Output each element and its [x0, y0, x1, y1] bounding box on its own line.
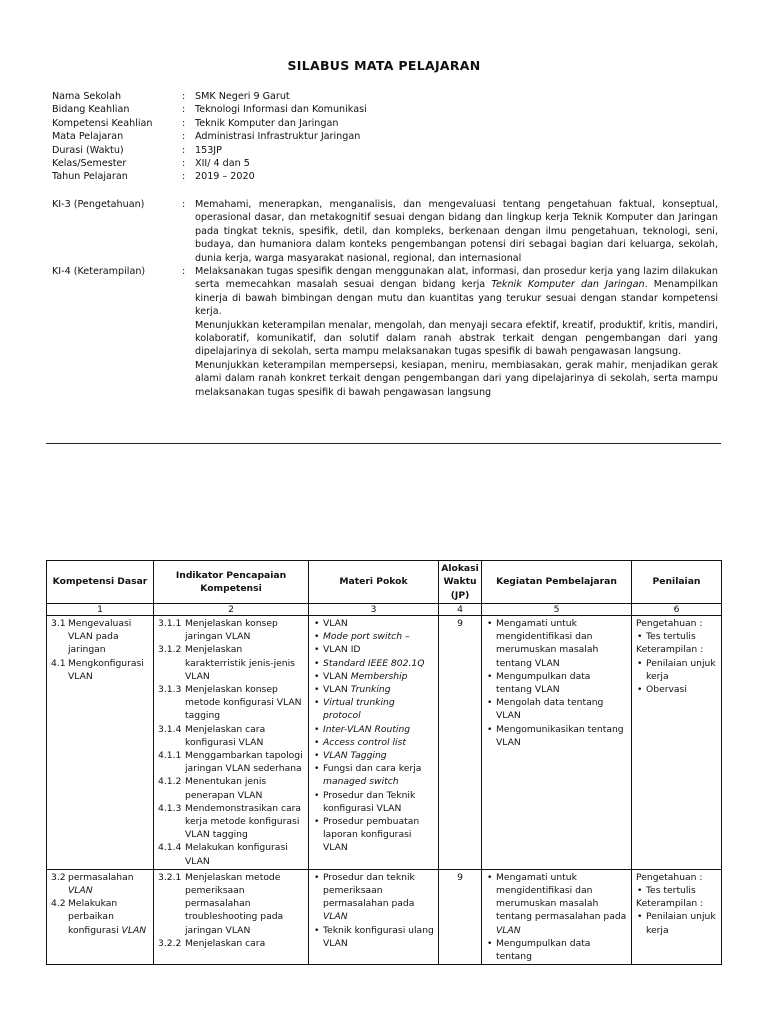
- meta-label: Bidang Keahlian: [52, 104, 130, 116]
- ipk-item: [158, 937, 304, 950]
- materi-item: [323, 683, 434, 696]
- materi-list: [313, 871, 434, 950]
- materi-part-italic: managed switch: [323, 776, 399, 788]
- ipk-number: 3.1.1: [158, 618, 182, 629]
- meta-label: Kompetensi Keahlian: [52, 117, 153, 129]
- ipk-item: [158, 723, 304, 749]
- penilaian-cell: [632, 616, 722, 870]
- meta-label: Mata Pelajaran: [52, 131, 124, 143]
- kd-part-italic: VLAN: [68, 885, 93, 897]
- ipk-text: Mendemonstrasikan cara kerja metode konfigurasi VLAN tagging: [185, 802, 302, 841]
- ki3-colon: :: [182, 199, 186, 210]
- ipk-number: 3.1.2: [158, 644, 182, 656]
- kd-number: 4.1: [51, 657, 66, 669]
- meta-row: [52, 157, 367, 170]
- kd-text: Mengevaluasi VLAN pada jaringan: [68, 618, 132, 656]
- header-kompetensi-dasar: Kompetensi Dasar: [47, 561, 154, 604]
- ki4-p1-part: Melaksanakan tugas spesifik dengan menggunakan alat, informasi, dan prosedur kerja yang lazim dilakukan serta memecahkan masalah sesuai dengan bidang kerja: [195, 266, 718, 291]
- penilaian-item: • Penilaian unjuk kerja: [646, 910, 717, 936]
- ipk-number: 3.1.4: [158, 723, 182, 735]
- ki4-p1-part: . Menampilkan kinerja di bawah bimbingan dengan mutu dan kuantitas yang terukur sesuai dengan standar kompetensi kerja.: [195, 279, 718, 318]
- identity-block: [52, 90, 367, 184]
- meta-row: [52, 90, 367, 103]
- meta-colon: :: [182, 158, 186, 170]
- kegiatan-item: • Mengomunikasikan tentang VLAN: [496, 723, 627, 749]
- kegiatan-item: • Mengumpulkan data tentang: [496, 937, 627, 963]
- kd-item: [51, 871, 149, 897]
- meta-colon: :: [182, 144, 186, 156]
- meta-value: Teknologi Informasi dan Komunikasi: [195, 104, 367, 116]
- kd-text: Mengkonfigurasi VLAN: [68, 657, 144, 682]
- ipk-item: [158, 643, 304, 683]
- ipk-number: 4.1.4: [158, 842, 182, 854]
- ipk-item: [158, 749, 304, 775]
- kd-text: [68, 871, 149, 897]
- materi-part-italic: Membership: [350, 670, 408, 682]
- kegiatan-cell: [482, 616, 632, 870]
- materi-part-italic: Trunking: [350, 684, 391, 696]
- penilaian-item: • Tes tertulis: [646, 884, 717, 897]
- ipk-text: Menjelaskan metode pemeriksaan permasalahan troubleshooting pada jaringan VLAN: [185, 871, 284, 936]
- materi-part-italic: VLAN: [323, 911, 348, 923]
- table-header-row: [47, 561, 722, 604]
- penilaian-heading: Keterampilan :: [636, 898, 704, 910]
- table-row: [47, 616, 722, 870]
- ipk-item: [158, 802, 304, 842]
- ipk-text: Menjelaskan konsep metode konfigurasi VLAN tagging: [185, 684, 302, 722]
- ipk-item: [158, 683, 304, 723]
- materi-cell: [309, 869, 439, 964]
- header-indikator: Indikator Pencapaian Kompetensi: [154, 561, 309, 604]
- kd-cell: [47, 616, 154, 870]
- section-divider: [46, 443, 721, 444]
- column-number: 4: [439, 604, 482, 616]
- kd-part: Melakukan perbaikan konfigurasi: [68, 898, 122, 936]
- ipk-item: [158, 871, 304, 937]
- header-penilaian: Penilaian: [632, 561, 722, 604]
- meta-value: SMK Negeri 9 Garut: [195, 91, 290, 102]
- ipk-cell: [154, 869, 309, 964]
- kd-number: 3.2: [51, 871, 66, 883]
- materi-item: • Inter-VLAN Routing: [323, 723, 434, 736]
- table-row: [47, 869, 722, 964]
- ipk-text: Menjelaskan cara konfigurasi VLAN: [185, 723, 266, 748]
- meta-value: Administrasi Infrastruktur Jaringan: [195, 131, 361, 143]
- materi-part: Fungsi dan cara kerja: [323, 763, 422, 775]
- penilaian-cell: [632, 869, 722, 964]
- kegiatan-list: [486, 871, 627, 963]
- kd-cell: [47, 869, 154, 964]
- meta-row: [52, 117, 367, 130]
- kd-part: permasalahan: [68, 871, 134, 883]
- kd-item: [51, 897, 149, 937]
- meta-label: Tahun Pelajaran: [52, 171, 128, 183]
- syllabus-table: [46, 560, 722, 965]
- materi-part: VLAN: [323, 684, 351, 696]
- materi-item: • Mode port switch –: [323, 630, 434, 643]
- meta-row: [52, 170, 367, 183]
- materi-item: • VLAN Tagging: [323, 749, 434, 762]
- kd-part-italic: VLAN: [121, 924, 147, 936]
- meta-colon: :: [182, 171, 186, 183]
- header-materi-pokok: Materi Pokok: [309, 561, 439, 604]
- alokasi-cell: 9: [439, 616, 482, 870]
- kegiatan-cell: [482, 869, 632, 964]
- materi-item: • Virtual trunking protocol: [323, 696, 434, 722]
- materi-item: [323, 871, 434, 924]
- meta-value: 2019 – 2020: [195, 171, 255, 183]
- materi-part: Prosedur dan teknik pemeriksaan permasalahan pada: [323, 871, 415, 910]
- materi-item: • Teknik konfigurasi ulang VLAN: [323, 924, 434, 950]
- meta-colon: :: [182, 104, 186, 116]
- header-alokasi-waktu: Alokasi Waktu (JP): [439, 561, 482, 604]
- column-number: 6: [632, 604, 722, 616]
- materi-item: • VLAN ID: [323, 643, 434, 656]
- penilaian-item: • Tes tertulis: [646, 630, 717, 643]
- kegiatan-item: • Mengumpulkan data tentang VLAN: [496, 670, 627, 696]
- penilaian-heading: Pengetahuan :: [636, 618, 703, 629]
- meta-row: [52, 103, 367, 116]
- materi-item: [323, 670, 434, 683]
- ipk-item: [158, 775, 304, 801]
- penilaian-item: • Penilaian unjuk kerja: [646, 657, 717, 683]
- materi-item: • Prosedur dan Teknik konfigurasi VLAN: [323, 789, 434, 815]
- kegiatan-list: [486, 617, 627, 749]
- materi-item: • Access control list: [323, 736, 434, 749]
- alokasi-cell: 9: [439, 869, 482, 964]
- ipk-text: Melakukan konfigurasi VLAN: [185, 842, 288, 867]
- column-number: 3: [309, 604, 439, 616]
- ki4-p1-italic: Teknik Komputer dan Jaringan: [491, 279, 645, 291]
- column-number: 2: [154, 604, 309, 616]
- ki4-text: [195, 265, 718, 399]
- kd-item: [51, 617, 149, 657]
- ipk-number: 3.1.3: [158, 684, 182, 696]
- meta-label: Durasi (Waktu): [52, 144, 124, 156]
- kd-text: [68, 897, 149, 937]
- ki4-paragraph-1: [195, 265, 718, 319]
- kegiatan-part-italic: VLAN: [496, 924, 521, 936]
- ipk-text: Menentukan jenis penerapan VLAN: [185, 776, 267, 801]
- ki4-block: [52, 265, 718, 399]
- materi-item: • VLAN: [323, 617, 434, 630]
- column-number: 5: [482, 604, 632, 616]
- materi-item: [323, 762, 434, 788]
- ipk-item: [158, 617, 304, 643]
- ipk-number: 4.1.2: [158, 776, 182, 788]
- materi-list: [313, 617, 434, 855]
- header-kegiatan: Kegiatan Pembelajaran: [482, 561, 632, 604]
- materi-part: VLAN: [323, 670, 351, 682]
- ipk-text: Menjelaskan cara: [185, 937, 266, 949]
- penilaian-heading: Pengetahuan :: [636, 871, 703, 883]
- ipk-number: 3.2.1: [158, 871, 182, 883]
- ki4-paragraph-2: Menunjukkan keterampilan menalar, mengolah, dan menyaji secara efektif, kreatif, produktif, kritis, mandiri, kolaboratif, komunikatif, dan solutif dalam ranah abstrak terkait dengan pengembangan dari yang dipelajarinya di sekolah, serta mampu melaksanakan tugas spesifik di bawah pengawasan langsung.: [195, 319, 718, 358]
- kegiatan-item: • Mengamati untuk mengidentifikasi dan merumuskan masalah tentang VLAN: [496, 617, 627, 670]
- meta-row: [52, 144, 367, 157]
- meta-label: Nama Sekolah: [52, 91, 122, 102]
- column-number: 1: [47, 604, 154, 616]
- ipk-number: 4.1.1: [158, 750, 182, 762]
- kd-number: 4.2: [51, 898, 66, 910]
- ipk-item: [158, 841, 304, 867]
- column-number-row: [47, 604, 722, 616]
- penilaian-list: [636, 884, 717, 897]
- kd-number: 3.1: [51, 618, 66, 629]
- penilaian-list: [636, 630, 717, 643]
- ipk-text: Menjelaskan karakterristik jenis-jenis VLAN: [185, 644, 295, 682]
- meta-value: Teknik Komputer dan Jaringan: [195, 117, 339, 129]
- kegiatan-item: • Mengolah data tentang VLAN: [496, 696, 627, 722]
- penilaian-list: [636, 910, 717, 936]
- meta-colon: :: [182, 131, 186, 143]
- ki4-label: KI-4 (Keterampilan): [52, 266, 146, 277]
- ipk-text: Menjelaskan konsep jaringan VLAN: [185, 618, 278, 643]
- ipk-number: 3.2.2: [158, 937, 182, 949]
- meta-colon: :: [182, 91, 186, 102]
- ki3-label: KI-3 (Pengetahuan): [52, 199, 145, 210]
- ipk-cell: [154, 616, 309, 870]
- ki4-colon: :: [182, 266, 186, 277]
- page-title: SILABUS MATA PELAJARAN: [287, 58, 481, 73]
- ki3-text: Memahami, menerapkan, menganalisis, dan mengevaluasi tentang pengetahuan faktual, konseptual, operasional dasar, dan metakognitif sesuai dengan bidang dan lingkup kerja Teknik Komputer dan Jaringan pada tingkat teknis, spesifik, detil, dan kompleks, berkenaan dengan ilmu pengetahuan, teknologi, seni, budaya, dan humaniora dalam konteks pengembangan potensi diri sebagai bagian dari keluarga, sekolah, dunia kerja, warga masyarakat nasional, regional, dan internasional: [195, 199, 718, 264]
- ipk-text: Menggambarkan tapologi jaringan VLAN sederhana: [185, 750, 303, 775]
- meta-value: 153JP: [195, 144, 222, 156]
- kegiatan-item: [496, 871, 627, 937]
- materi-item: • Prosedur pembuatan laporan konfigurasi VLAN: [323, 815, 434, 855]
- materi-item: • Standard IEEE 802.1Q: [323, 657, 434, 670]
- penilaian-item: • Obervasi: [646, 683, 717, 696]
- meta-value: XII/ 4 dan 5: [195, 158, 250, 170]
- ipk-number: 4.1.3: [158, 802, 182, 814]
- ki4-paragraph-3: Menunjukkan keterampilan mempersepsi, kesiapan, meniru, membiasakan, gerak mahir, menjadikan gerak alami dalam ranah konkret terkait dengan pengembangan dari yang dipelajarinya di sekolah, serta mampu melaksanakan tugas spesifik di bawah pengawasan langsung: [195, 359, 718, 398]
- meta-label: Kelas/Semester: [52, 158, 127, 170]
- meta-colon: :: [182, 117, 186, 129]
- materi-cell: [309, 616, 439, 870]
- penilaian-list: [636, 657, 717, 697]
- ki3-block: [52, 198, 718, 265]
- kd-item: [51, 657, 149, 683]
- penilaian-heading: Keterampilan :: [636, 644, 704, 656]
- meta-row: [52, 130, 367, 143]
- kegiatan-part: Mengamati untuk mengidentifikasi dan merumuskan masalah tentang permasalahan pada: [496, 871, 627, 923]
